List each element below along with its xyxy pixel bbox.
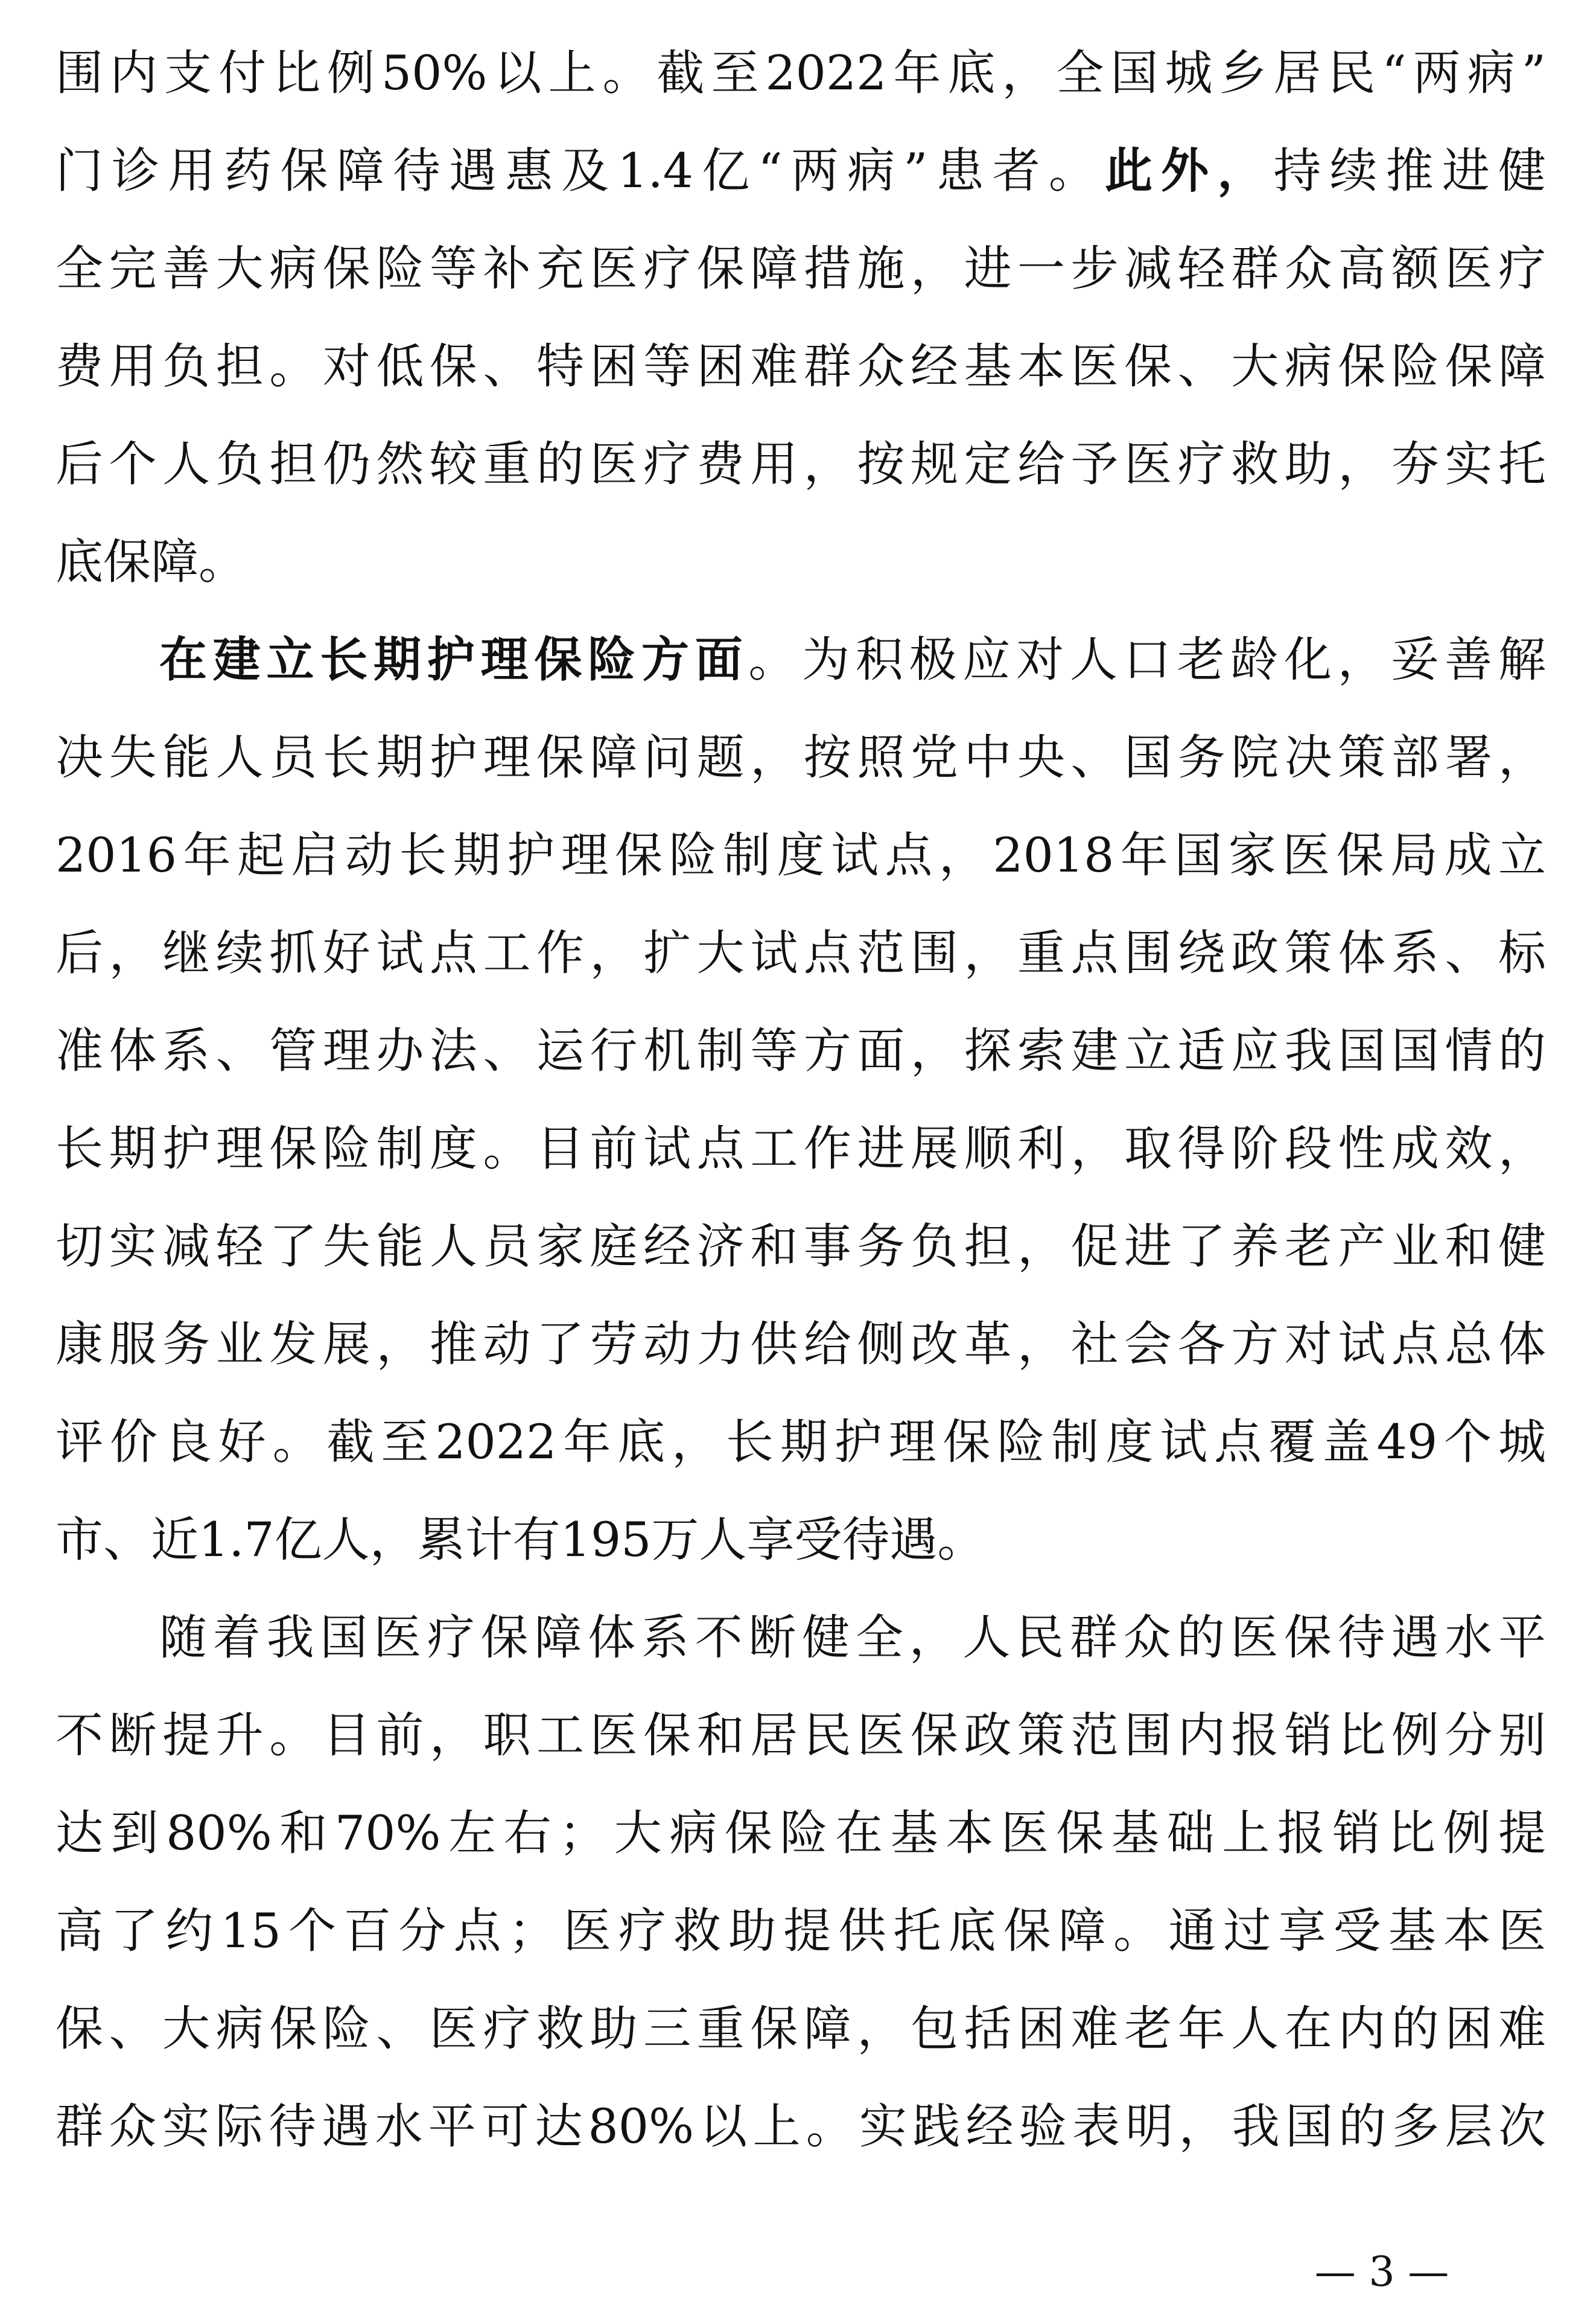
- text-run: 门诊用药保障待遇惠及1.4亿“两病”患者。: [56, 143, 1105, 199]
- page-number: — 3 —: [1314, 2248, 1449, 2296]
- text-run: 。为积极应对人口老龄化，妥善解: [748, 632, 1546, 687]
- text-run: 持续推进健: [1273, 143, 1546, 199]
- text-line: 切实减轻了失能人员家庭经济和事务负担，促进了养老产业和健: [56, 1219, 1546, 1274]
- text-line: 费用负担。对低保、特困等困难群众经基本医保、大病保险保障: [56, 339, 1546, 394]
- paragraph-medical-insurance: [56, 24, 1546, 611]
- text-line: 康服务业发展，推动了劳动力供给侧改革，社会各方对试点总体: [56, 1316, 1546, 1372]
- document-body: [56, 24, 1546, 2175]
- paragraph-long-term-care: [56, 611, 1546, 1589]
- bold-phrase-moreover: 此外，: [1105, 143, 1274, 199]
- text-line: 群众实际待遇水平可达80%以上。实践经验表明，我国的多层次: [56, 2099, 1546, 2154]
- text-line: 围内支付比例50%以上。截至2022年底，全国城乡居民“两病”: [56, 45, 1546, 101]
- paragraph-benefit-levels: [56, 1589, 1546, 2175]
- text-line: 底保障。: [56, 534, 246, 590]
- text-line: 市、近1.7亿人，累计有195万人享受待遇。: [56, 1512, 985, 1568]
- text-line: 决失能人员长期护理保障问题，按照党中央、国务院决策部署，: [56, 730, 1546, 785]
- text-line: 高了约15个百分点；医疗救助提供托底保障。通过享受基本医: [56, 1903, 1546, 1959]
- text-line: 准体系、管理办法、运行机制等方面，探索建立适应我国国情的: [56, 1023, 1546, 1079]
- text-line: 后个人负担仍然较重的医疗费用，按规定给予医疗救助，夯实托: [56, 436, 1546, 492]
- text-line: 不断提升。目前，职工医保和居民医保政策范围内报销比例分别: [56, 1708, 1546, 1763]
- text-line: 后，继续抓好试点工作，扩大试点范围，重点围绕政策体系、标: [56, 925, 1546, 981]
- text-line: 达到80%和70%左右；大病保险在基本医保基础上报销比例提: [56, 1805, 1546, 1861]
- section-heading-long-term-care: 在建立长期护理保险方面: [159, 632, 749, 687]
- text-line: [56, 122, 1546, 220]
- text-line: 全完善大病保险等补充医疗保障措施，进一步减轻群众高额医疗: [56, 241, 1546, 296]
- text-line: 评价良好。截至2022年底，长期护理保险制度试点覆盖49个城: [56, 1414, 1546, 1470]
- text-line: 2016年起启动长期护理保险制度试点，2018年国家医保局成立: [56, 828, 1546, 883]
- text-line: [56, 611, 1546, 709]
- text-line: 长期护理保险制度。目前试点工作进展顺利，取得阶段性成效，: [56, 1121, 1546, 1176]
- text-line: 保、大病保险、医疗救助三重保障，包括困难老年人在内的困难: [56, 2001, 1546, 2056]
- text-line: 随着我国医疗保障体系不断健全，人民群众的医保待遇水平: [159, 1610, 1546, 1665]
